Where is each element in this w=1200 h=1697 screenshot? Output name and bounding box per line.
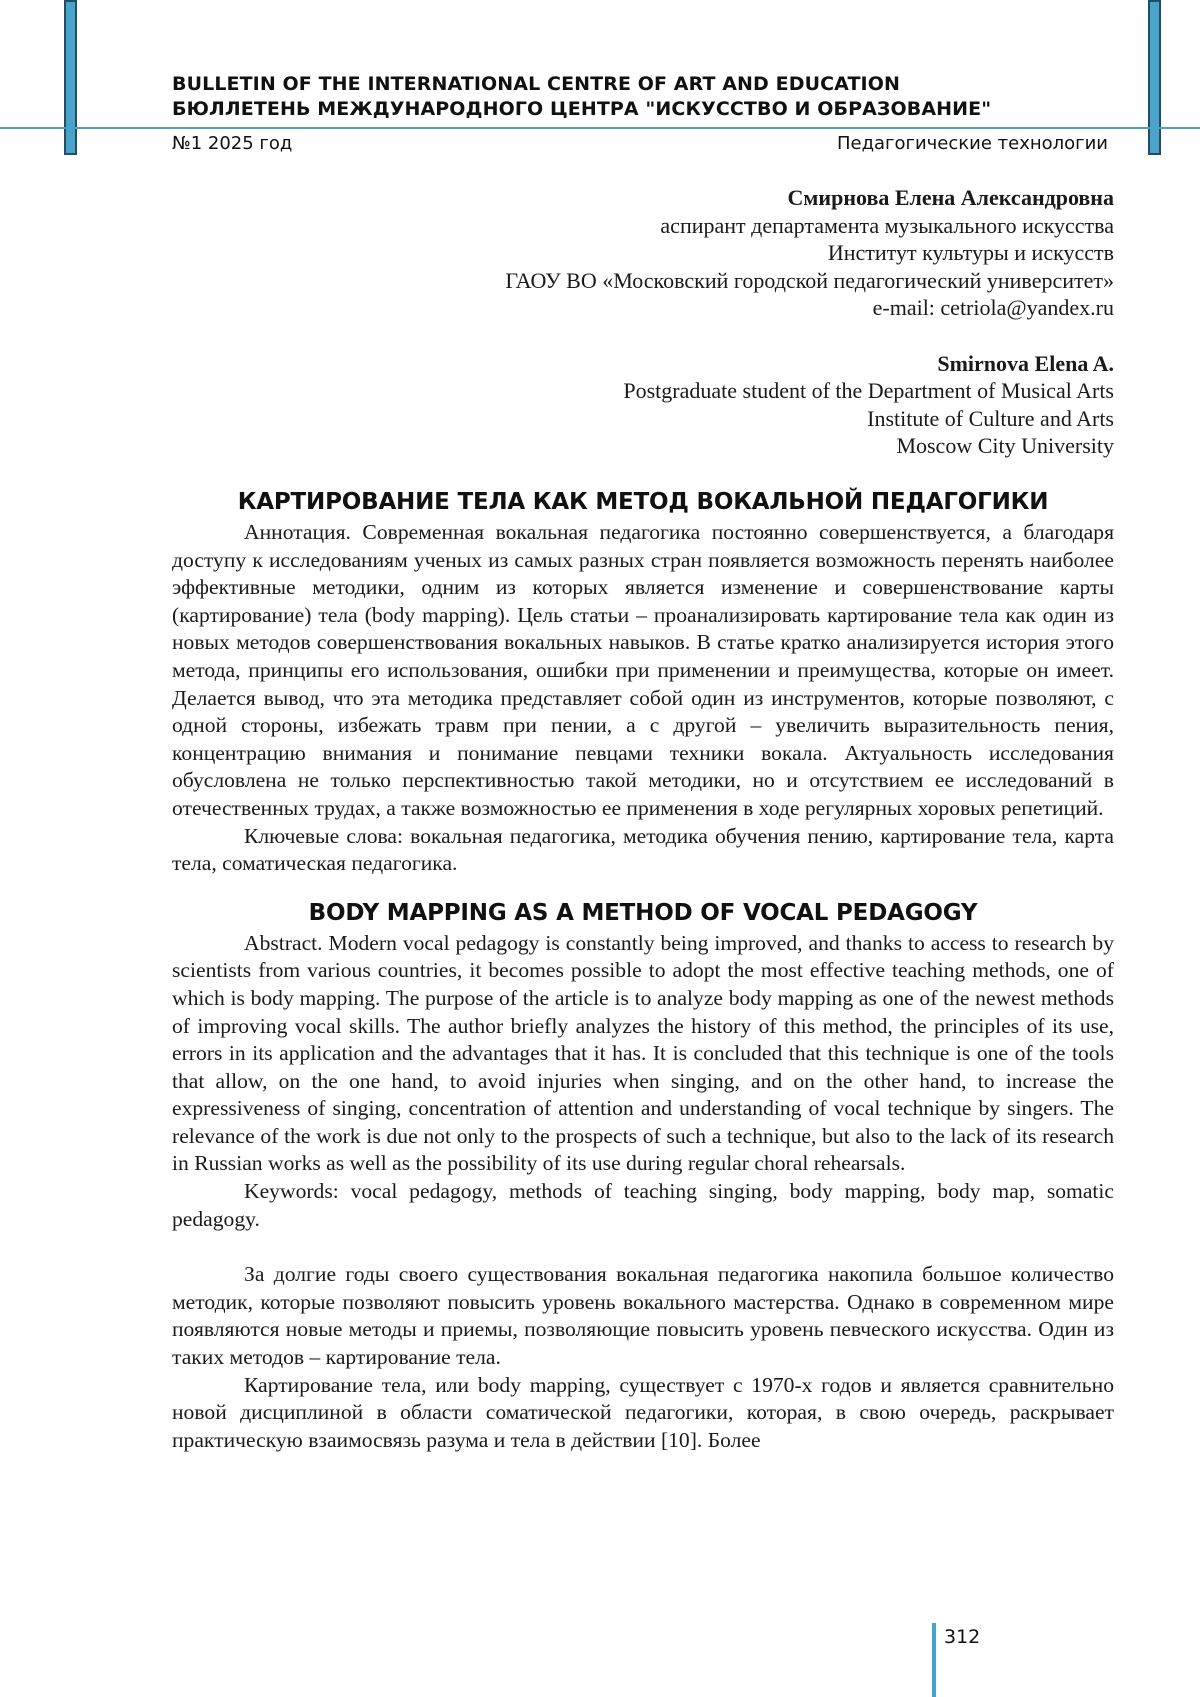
- spacer: [172, 878, 1114, 898]
- section-name: Педагогические технологии: [836, 133, 1108, 154]
- author-institute-en: Institute of Culture and Arts: [867, 405, 1114, 431]
- journal-title: [172, 72, 991, 122]
- body-paragraph-2: Картирование тела, или body mapping, существует с 1970-х годов и является сравнительно новой дисциплиной в области соматической педагогики, которая, в свою очередь, раскрывает практическую взаимосвязь разума и тела в действии [10]. Более: [172, 1372, 1114, 1452]
- author-university-ru: ГАОУ ВО «Московский городской педагогический университет»: [505, 267, 1114, 293]
- header-rule: [0, 127, 1200, 129]
- decorative-bar-right: [1148, 0, 1161, 155]
- spacer: [172, 1233, 1114, 1261]
- body-paragraph-1: За долгие годы своего существования вокальная педагогика накопила большое количество методик, которые позволяют повысить уровень вокального мастерства. Однако в современном мире появляются новые методы и приемы, позволяющие повысить уровень певческого искусства. Один из таких методов – картирование тела.: [172, 1262, 1114, 1370]
- author-name-ru: Смирнова Елена Александровна: [787, 185, 1114, 210]
- author-email: e-mail: cetriola@yandex.ru: [872, 295, 1114, 320]
- journal-title-ru: БЮЛЛЕТЕНЬ МЕЖДУНАРОДНОГО ЦЕНТРА "ИСКУССТВО И ОБРАЗОВАНИЕ": [172, 98, 992, 120]
- author-name-en: Smirnova Elena A.: [937, 350, 1114, 376]
- author-institute-ru: Институт культуры и искусств: [827, 240, 1114, 265]
- author-position-en: Postgraduate student of the Department of Musical Arts: [623, 378, 1114, 403]
- page-number: 312: [944, 1626, 981, 1648]
- keywords-ru: Ключевые слова: вокальная педагогика, методика обучения пению, картирование тела, карта тела, соматическая педагогика.: [172, 823, 1114, 876]
- decorative-bar-left: [64, 0, 77, 155]
- article-content: [172, 487, 1114, 1454]
- page-number-rule: [932, 1623, 936, 1697]
- article-title-en: BODY MAPPING AS A METHOD OF VOCAL PEDAGOGY: [308, 899, 978, 926]
- author-university-en: Moscow City University: [896, 433, 1114, 458]
- issue-number: №1 2025 год: [172, 133, 293, 154]
- keywords-en: Keywords: vocal pedagogy, methods of teaching singing, body mapping, body map, somatic pedagogy.: [172, 1179, 1114, 1231]
- author-block: [300, 184, 1114, 460]
- issue-line: [172, 132, 1108, 156]
- spacer: [300, 322, 1114, 350]
- article-title-ru: КАРТИРОВАНИЕ ТЕЛА КАК МЕТОД ВОКАЛЬНОЙ ПЕДАГОГИКИ: [237, 489, 1049, 515]
- abstract-ru: Аннотация. Современная вокальная педагогика постоянно совершенствуется, а благодаря доступу к исследованиям ученых из самых разных стран появляется возможность перенять наиболее эффективные методики, одним из которых является изменение и совершенствование карты (картирование) тела (body mapping). Цель статьи – проанализировать картирование тела как один из новых методов совершенствования вокальных навыков. В статье кратко анализируется история этого метода, принципы его использования, ошибки при применении и преимущества, которые он имеет. Делается вывод, что эта методика представляет собой один из инструментов, которые позволяют, с одной стороны, избежать травм при пении, а с другой – увеличить выразительность пения, концентрацию внимания и понимание певцами техники вокала. Актуальность исследования обусловлена не только перспективностью такой методики, но и отсутствием ее исследований в отечественных трудах, а также возможностью ее применения в ходе регулярных хоровых репетиций.: [172, 520, 1114, 820]
- journal-title-en: BULLETIN OF THE INTERNATIONAL CENTRE OF ART AND EDUCATION: [172, 73, 900, 95]
- abstract-en: Abstract. Modern vocal pedagogy is constantly being improved, and thanks to access to research by scientists from various countries, it becomes possible to adopt the most effective teaching methods, one of which is body mapping. The purpose of the article is to analyze body mapping as one of the newest methods of improving vocal skills. The author briefly analyzes the history of this method, the principles of its use, errors in its application and the advantages that it has. It is concluded that this technique is one of the tools that allow, on the one hand, to avoid injuries when singing, and on the other hand, to increase the expressiveness of singing, concentration of attention and understanding of vocal technique by singers. The relevance of the work is due not only to the prospects of such a technique, but also to the lack of its research in Russian works as well as the possibility of its use during regular choral rehearsals.: [172, 930, 1114, 1176]
- author-position-ru: аспирант департамента музыкального искусства: [660, 212, 1114, 238]
